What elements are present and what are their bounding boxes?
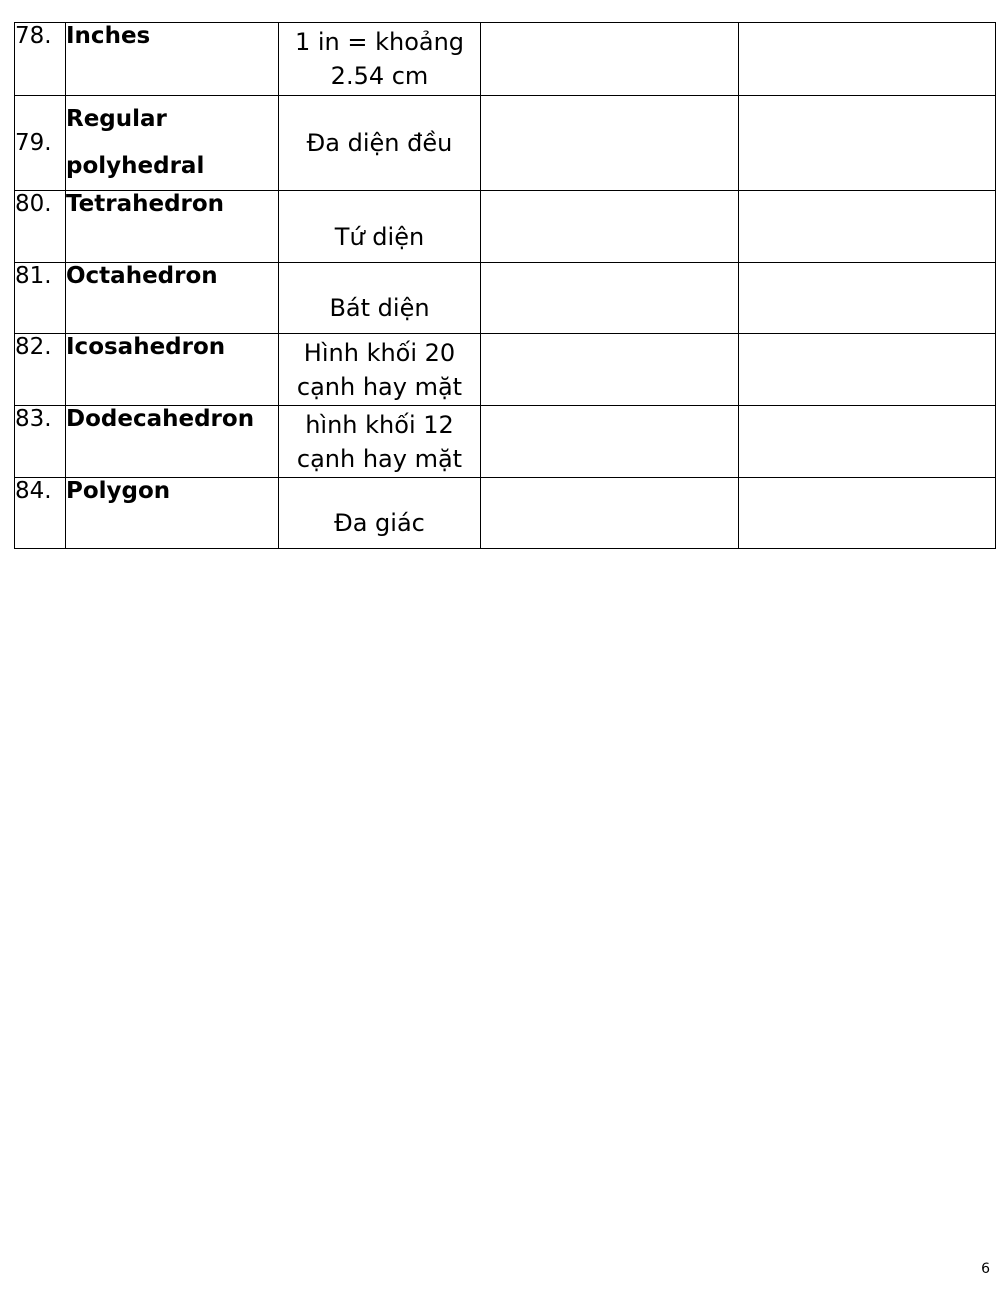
blank-cell bbox=[739, 478, 996, 549]
term: Octahedron bbox=[66, 263, 279, 334]
row-number: 81. bbox=[15, 263, 66, 334]
meaning: 1 in = khoảng 2.54 cm bbox=[279, 23, 481, 96]
row-number: 82. bbox=[15, 334, 66, 406]
blank-cell bbox=[739, 263, 996, 334]
meaning: Bát diện bbox=[279, 263, 481, 334]
meaning: hình khối 12 cạnh hay mặt bbox=[279, 406, 481, 478]
term: Inches bbox=[66, 23, 279, 96]
meaning: Đa diện đều bbox=[279, 96, 481, 191]
blank-cell bbox=[481, 406, 739, 478]
table-row bbox=[15, 263, 996, 334]
term: Polygon bbox=[66, 478, 279, 549]
blank-cell bbox=[739, 334, 996, 406]
blank-cell bbox=[481, 478, 739, 549]
table-row bbox=[15, 478, 996, 549]
table-row bbox=[15, 96, 996, 191]
row-number: 84. bbox=[15, 478, 66, 549]
blank-cell bbox=[739, 406, 996, 478]
blank-cell bbox=[481, 23, 739, 96]
term: Tetrahedron bbox=[66, 191, 279, 263]
table-row bbox=[15, 191, 996, 263]
term: Icosahedron bbox=[66, 334, 279, 406]
table-row bbox=[15, 406, 996, 478]
blank-cell bbox=[481, 263, 739, 334]
table-row bbox=[15, 23, 996, 96]
vocabulary-table bbox=[14, 22, 996, 549]
term: Dodecahedron bbox=[66, 406, 279, 478]
row-number: 80. bbox=[15, 191, 66, 263]
row-number: 78. bbox=[15, 23, 66, 96]
term: Regular polyhedral bbox=[66, 96, 279, 191]
meaning: Hình khối 20 cạnh hay mặt bbox=[279, 334, 481, 406]
blank-cell bbox=[739, 191, 996, 263]
blank-cell bbox=[481, 191, 739, 263]
blank-cell bbox=[739, 96, 996, 191]
blank-cell bbox=[481, 334, 739, 406]
blank-cell bbox=[739, 23, 996, 96]
table-row bbox=[15, 334, 996, 406]
page-number: 6 bbox=[981, 1261, 990, 1277]
blank-cell bbox=[481, 96, 739, 191]
row-number: 83. bbox=[15, 406, 66, 478]
meaning: Đa giác bbox=[279, 478, 481, 549]
row-number: 79. bbox=[15, 96, 66, 191]
meaning: Tứ diện bbox=[279, 191, 481, 263]
